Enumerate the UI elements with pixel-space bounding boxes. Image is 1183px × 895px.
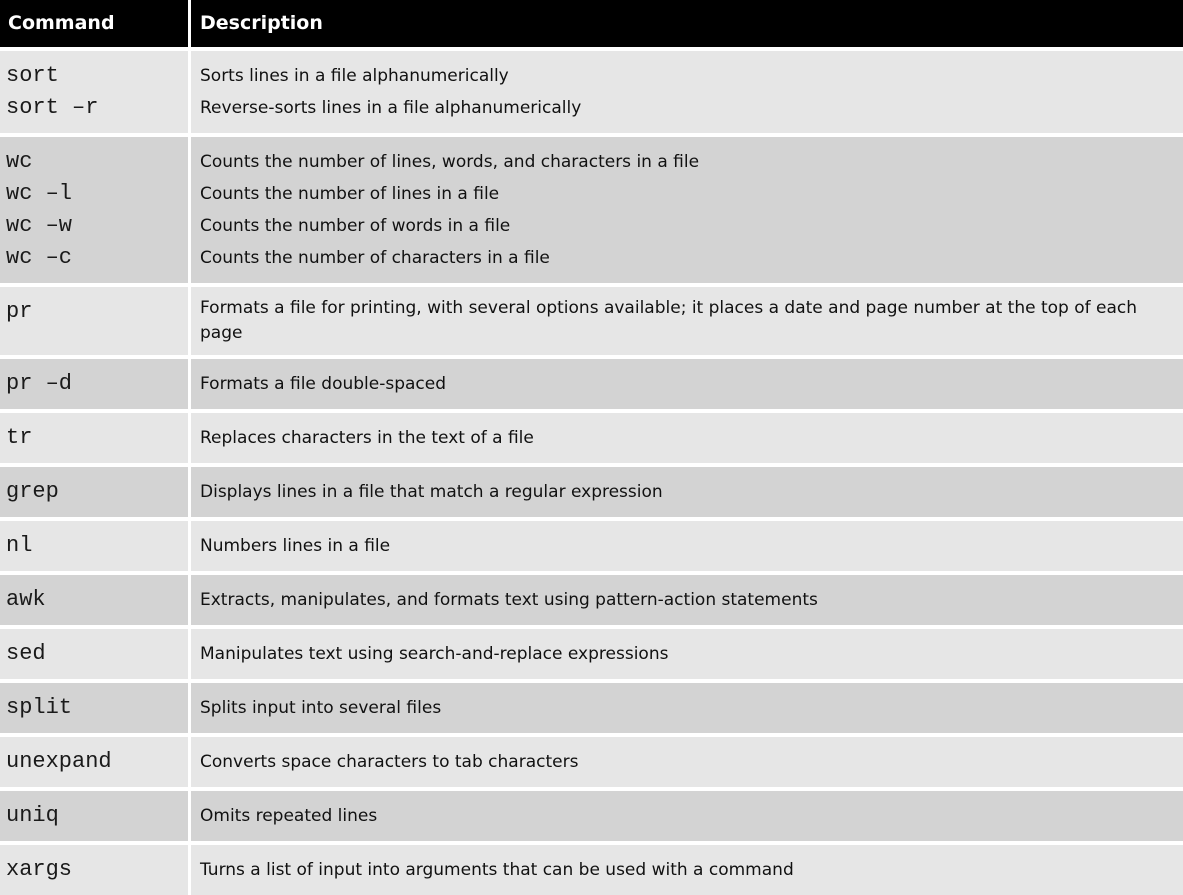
command-text: grep xyxy=(6,479,59,504)
command-text: xargs xyxy=(6,857,73,882)
command-text: nl xyxy=(6,533,33,558)
command-cell xyxy=(0,467,188,517)
description-text: Displays lines in a file that match a regular expression xyxy=(200,482,663,502)
description-cell xyxy=(191,51,1183,133)
description-text: Omits repeated lines xyxy=(200,806,378,826)
description-text: Converts space characters to tab characters xyxy=(200,752,579,772)
command-text: wc xyxy=(6,149,33,174)
command-cell xyxy=(0,575,188,625)
description-cell xyxy=(191,359,1183,409)
command-column-header: Command xyxy=(0,0,188,47)
description-cell xyxy=(191,791,1183,841)
description-text: Splits input into several files xyxy=(200,698,442,718)
command-text: unexpand xyxy=(6,749,112,774)
command-text: sort –r xyxy=(6,95,99,120)
command-cell xyxy=(0,413,188,463)
description-cell xyxy=(191,413,1183,463)
description-text: Counts the number of lines in a file xyxy=(200,184,500,204)
command-text: sed xyxy=(6,641,46,666)
command-cell xyxy=(0,521,188,571)
command-text: wc –l xyxy=(6,181,73,206)
description-cell xyxy=(191,575,1183,625)
description-text: Sorts lines in a file alphanumerically xyxy=(200,66,509,86)
description-text: Extracts, manipulates, and formats text using pattern-action statements xyxy=(200,590,818,610)
description-text: Turns a list of input into arguments that can be used with a command xyxy=(200,860,794,880)
description-cell xyxy=(191,467,1183,517)
description-text: Counts the number of lines, words, and characters in a file xyxy=(200,152,700,172)
description-text: Formats a file double-spaced xyxy=(200,374,447,394)
command-text: wc –c xyxy=(6,245,73,270)
description-text: Formats a file for printing, with several options available; it places a date and page number at the top of each page xyxy=(200,298,1138,343)
command-text: tr xyxy=(6,425,33,450)
description-text: Reverse-sorts lines in a file alphanumerically xyxy=(200,98,582,118)
description-cell xyxy=(191,845,1183,895)
description-cell xyxy=(191,521,1183,571)
description-cell xyxy=(191,287,1183,355)
command-cell xyxy=(0,51,188,133)
command-text: uniq xyxy=(6,803,59,828)
description-column-header: Description xyxy=(191,0,1183,47)
description-cell xyxy=(191,629,1183,679)
command-cell xyxy=(0,287,188,355)
description-text: Replaces characters in the text of a file xyxy=(200,428,534,448)
command-cell xyxy=(0,359,188,409)
command-cell xyxy=(0,629,188,679)
command-text: wc –w xyxy=(6,213,73,238)
description-cell xyxy=(191,683,1183,733)
command-cell xyxy=(0,791,188,841)
command-text: awk xyxy=(6,587,46,612)
command-text: pr –d xyxy=(6,371,73,396)
description-text: Numbers lines in a file xyxy=(200,536,391,556)
command-text: pr xyxy=(6,299,33,324)
description-text: Counts the number of words in a file xyxy=(200,216,511,236)
command-text: split xyxy=(6,695,73,720)
description-cell xyxy=(191,737,1183,787)
command-cell xyxy=(0,737,188,787)
description-text: Manipulates text using search-and-replace expressions xyxy=(200,644,669,664)
command-cell xyxy=(0,845,188,895)
command-cell xyxy=(0,683,188,733)
description-cell xyxy=(191,137,1183,283)
command-cell xyxy=(0,137,188,283)
description-text: Counts the number of characters in a file xyxy=(200,248,550,268)
command-text: sort xyxy=(6,63,59,88)
